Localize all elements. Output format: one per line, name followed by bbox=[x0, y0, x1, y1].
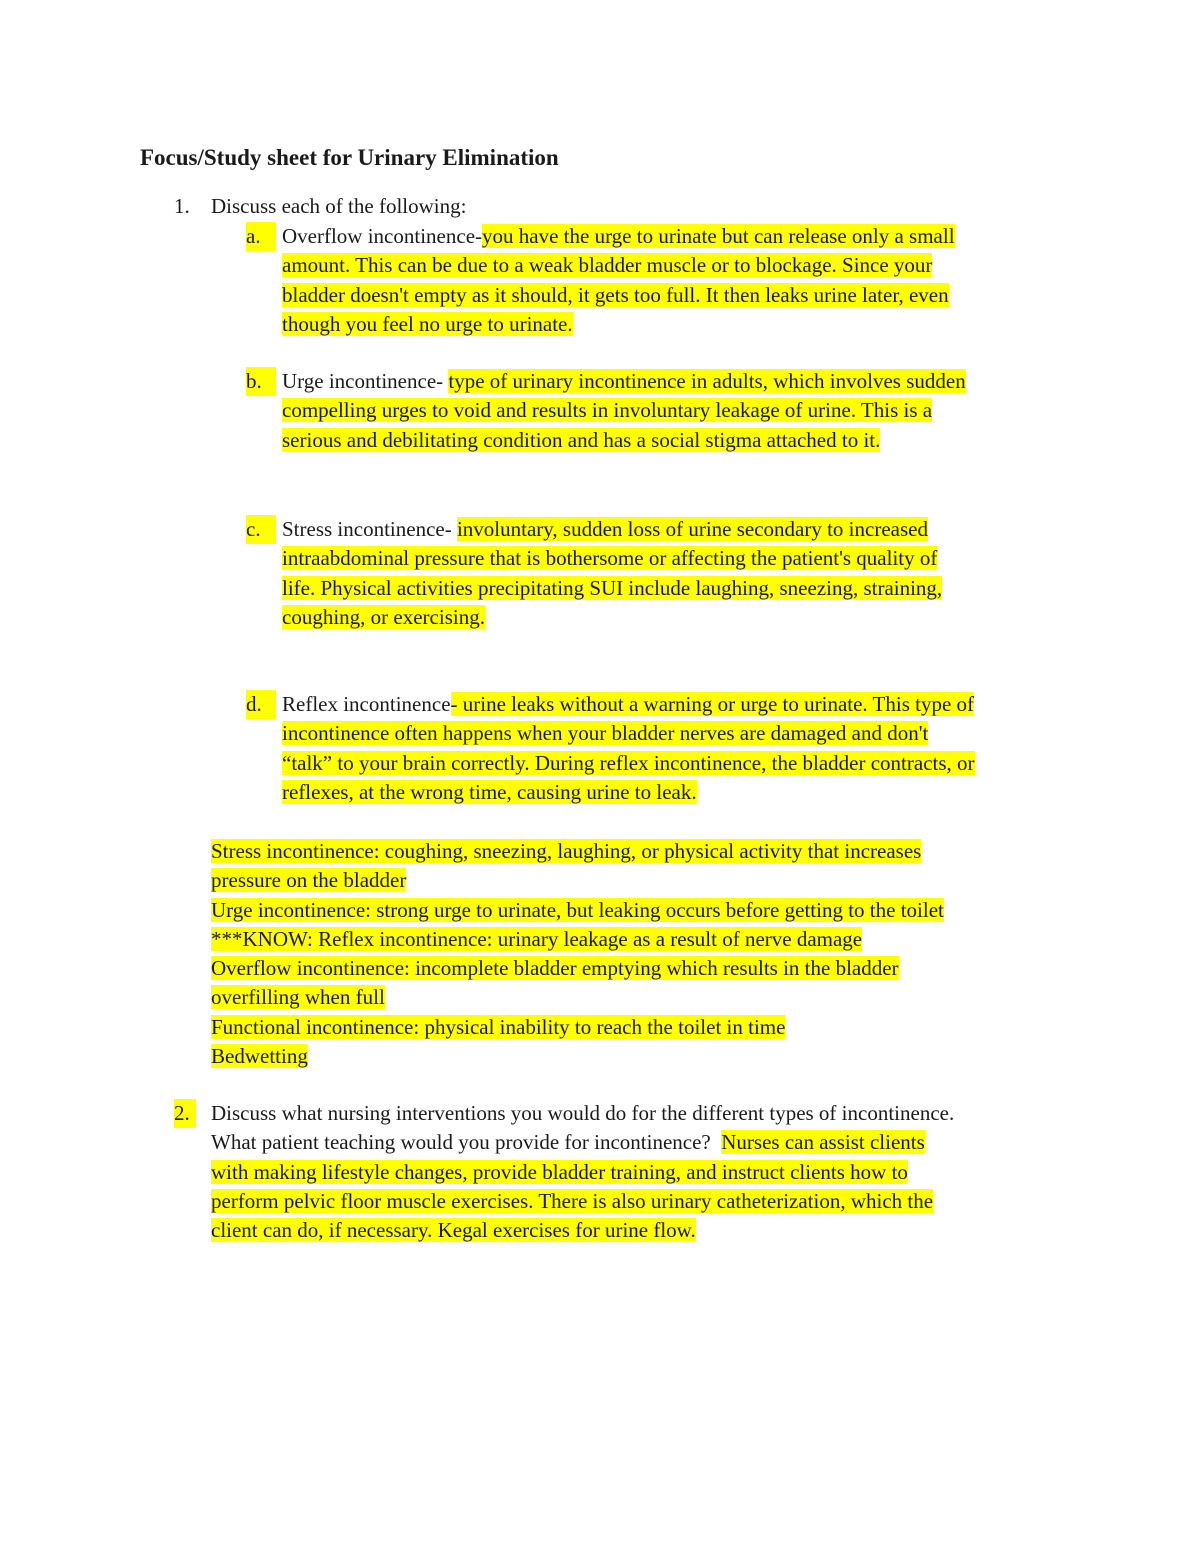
summary-line-8: Bedwetting bbox=[211, 1044, 308, 1069]
summary-line-7: Functional incontinence: physical inability to reach the toilet in time bbox=[211, 1014, 786, 1039]
item-c-letter: c. bbox=[246, 515, 276, 544]
question-2-number: 2. bbox=[174, 1099, 196, 1128]
item-a-term: Overflow incontinence- bbox=[282, 224, 483, 248]
answer-2-line-3: client can do, if necessary. Kegal exercises for urine flow. bbox=[211, 1218, 696, 1243]
summary-line-6: overfilling when full bbox=[211, 985, 385, 1010]
question-2-line-1: Discuss what nursing interventions you would do for the different types of incontinence. bbox=[211, 1101, 955, 1125]
item-d-term: Reflex incontinence bbox=[282, 692, 451, 716]
answer-2-start: Nurses can assist clients bbox=[721, 1130, 925, 1155]
item-b-letter: b. bbox=[246, 367, 276, 396]
item-c-line-1: involuntary, sudden loss of urine secondary to increased bbox=[456, 517, 928, 541]
item-a-line-1: you have the urge to urinate but can release only a small bbox=[482, 224, 955, 248]
item-c-line-3: life. Physical activities precipitating SUI include laughing, sneezing, straining, bbox=[282, 575, 943, 600]
item-b-line-3: serious and debilitating condition and has a social stigma attached to it. bbox=[282, 427, 881, 452]
question-2-line-2: What patient teaching would you provide for incontinence? bbox=[211, 1130, 722, 1155]
question-1-number: 1. bbox=[174, 194, 190, 218]
item-a-line-4: though you feel no urge to urinate. bbox=[282, 311, 573, 336]
item-d-line-2: incontinence often happens when your bladder nerves are damaged and don't bbox=[282, 721, 929, 746]
summary-line-3: Urge incontinence: strong urge to urinate, but leaking occurs before getting to the toilet bbox=[211, 897, 944, 922]
item-b-term: Urge incontinence- bbox=[282, 369, 449, 393]
item-d-line-4: reflexes, at the wrong time, causing urine to leak. bbox=[282, 779, 697, 804]
item-a-letter: a. bbox=[246, 222, 276, 251]
item-c-term: Stress incontinence- bbox=[282, 517, 457, 541]
summary-line-5: Overflow incontinence: incomplete bladder emptying which results in the bladder bbox=[211, 956, 899, 981]
page-title: Focus/Study sheet for Urinary Elimination bbox=[140, 145, 559, 170]
answer-2-line-2: perform pelvic floor muscle exercises. There is also urinary catheterization, which the bbox=[211, 1188, 934, 1213]
item-d-reflex bbox=[282, 690, 1072, 807]
summary-line-2: pressure on the bladder bbox=[211, 868, 407, 893]
item-b-line-2: compelling urges to void and results in involuntary leakage of urine. This is a bbox=[282, 398, 933, 423]
item-a-line-2: amount. This can be due to a weak bladder muscle or to blockage. Since your bbox=[282, 253, 933, 278]
summary-list bbox=[211, 837, 1061, 1071]
item-b-line-1: type of urinary incontinence in adults, which involves sudden bbox=[448, 369, 966, 393]
item-d-line-1: - urine leaks without a warning or urge to urinate. This type of bbox=[450, 692, 975, 716]
question-2 bbox=[211, 1099, 1071, 1245]
item-d-letter: d. bbox=[246, 690, 276, 719]
item-a-overflow bbox=[282, 222, 1072, 339]
summary-line-4: ***KNOW: Reflex incontinence: urinary leakage as a result of nerve damage bbox=[211, 926, 863, 951]
item-c-stress bbox=[282, 515, 1072, 632]
item-c-line-4: coughing, or exercising. bbox=[282, 604, 485, 629]
item-c-line-2: intraabdominal pressure that is bothersome or affecting the patient's quality of bbox=[282, 546, 938, 571]
question-1-prompt: Discuss each of the following: bbox=[211, 194, 467, 218]
item-d-line-3: “talk” to your brain correctly. During reflex incontinence, the bladder contracts, or bbox=[282, 750, 975, 775]
item-a-line-3: bladder doesn't empty as it should, it gets too full. It then leaks urine later, even bbox=[282, 282, 949, 307]
summary-line-1: Stress incontinence: coughing, sneezing, laughing, or physical activity that increases bbox=[211, 839, 922, 863]
answer-2-line-1: with making lifestyle changes, provide bladder training, and instruct clients how to bbox=[211, 1159, 908, 1184]
item-b-urge bbox=[282, 367, 1072, 455]
